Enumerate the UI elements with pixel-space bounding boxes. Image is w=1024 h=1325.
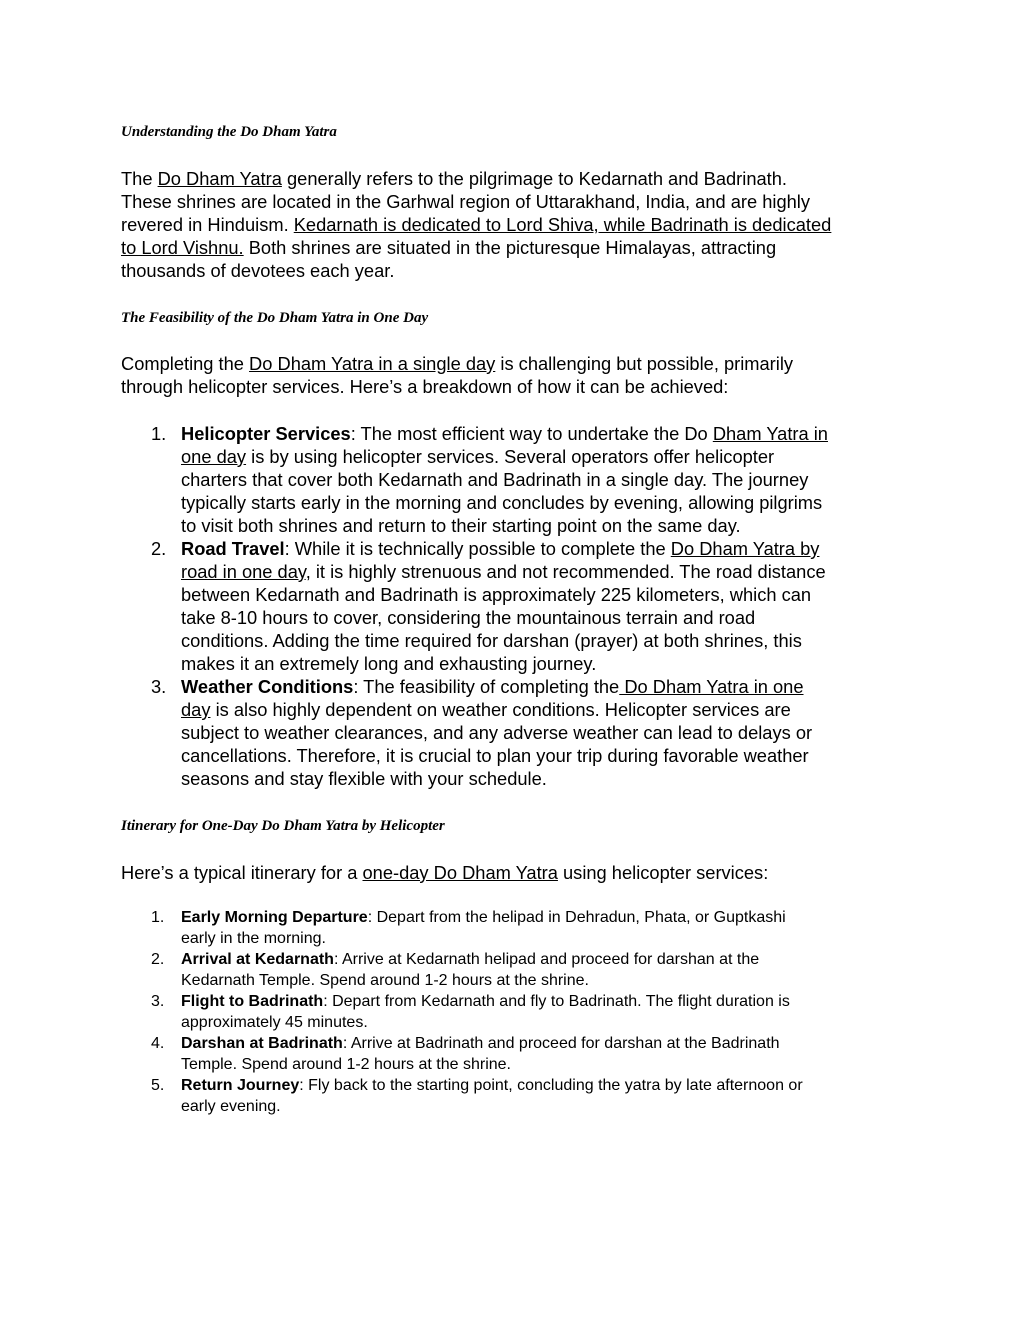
list-item-title: Early Morning Departure bbox=[181, 909, 368, 926]
shiva-vishnu-link[interactable]: Kedarnath is dedicated to Lord Shiva, while Badrinath is dedicated bbox=[293, 214, 832, 235]
list-line: early evening. bbox=[181, 1098, 281, 1115]
list-item bbox=[121, 1033, 803, 1075]
list-line: cancellations. Therefore, it is crucial to plan your trip during favorable weather bbox=[181, 745, 809, 766]
list-number: 1. bbox=[151, 423, 167, 444]
text-run: , it is highly strenuous and not recommended. The road distance bbox=[305, 561, 826, 582]
list-number: 2. bbox=[151, 951, 165, 968]
list-line: Kedarnath Temple. Spend around 1-2 hours at the shrine. bbox=[181, 972, 589, 989]
paragraph-line: thousands of devotees each year. bbox=[121, 260, 395, 281]
text-run: : The feasibility of completing the bbox=[353, 676, 620, 697]
list-line: charters that cover both Kedarnath and Badrinath in a single day. The journey bbox=[181, 469, 809, 490]
text-run: : Fly back to the starting point, concluding the yatra by late afternoon or bbox=[299, 1077, 803, 1094]
list-item-title: Arrival at Kedarnath bbox=[181, 951, 334, 968]
text-run: : Arrive at Badrinath and proceed for darshan at the Badrinath bbox=[342, 1035, 780, 1052]
text-run: Both shrines are situated in the picturesque Himalayas, attracting bbox=[243, 237, 777, 258]
paragraph-line: These shrines are located in the Garhwal region of Uttarakhand, India, and are highly bbox=[121, 191, 811, 212]
text-run: : While it is technically possible to complete the bbox=[284, 538, 671, 559]
list-line bbox=[181, 537, 828, 560]
yatra-in-one-day-link[interactable]: Do Dham Yatra in one bbox=[619, 676, 804, 697]
list-number: 1. bbox=[151, 909, 165, 926]
text-run: is also highly dependent on weather conditions. Helicopter services are bbox=[210, 699, 791, 720]
list-item-title: Weather Conditions bbox=[181, 676, 354, 697]
list-number: 3. bbox=[151, 993, 165, 1010]
one-day-do-dham-yatra-link[interactable]: one-day Do Dham Yatra bbox=[362, 862, 558, 883]
dham-yatra-one-day-link[interactable]: Dham Yatra in bbox=[712, 423, 828, 444]
list-line: early in the morning. bbox=[181, 930, 326, 947]
text-run: The bbox=[121, 168, 158, 189]
section-heading-itinerary: Itinerary for One-Day Do Dham Yatra by Helicopter bbox=[121, 818, 445, 834]
do-dham-yatra-link[interactable]: Do Dham Yatra bbox=[157, 168, 282, 189]
list-item bbox=[121, 537, 828, 675]
text-run: is challenging but possible, primarily bbox=[495, 353, 794, 374]
paragraph-line: through helicopter services. Here’s a breakdown of how it can be achieved: bbox=[121, 376, 729, 397]
text-run: is by using helicopter services. Several operators offer helicopter bbox=[246, 446, 775, 467]
list-item-title: Return Journey bbox=[181, 1077, 300, 1094]
text-run: : Depart from the helipad in Dehradun, Phata, or Guptkashi bbox=[367, 909, 786, 926]
list-line: take 8-10 hours to cover, considering the mountainous terrain and road bbox=[181, 607, 756, 628]
list-line: makes it an extremely long and exhausting journey. bbox=[181, 653, 597, 674]
list-item bbox=[121, 675, 828, 790]
list-line: subject to weather clearances, and any adverse weather can lead to delays or bbox=[181, 722, 813, 743]
section-heading-understanding: Understanding the Do Dham Yatra bbox=[121, 124, 337, 140]
list-line: conditions. Adding the time required for darshan (prayer) at both shrines, this bbox=[181, 630, 802, 651]
list-line bbox=[181, 907, 803, 928]
feasibility-paragraph bbox=[121, 352, 911, 398]
list-item bbox=[121, 991, 803, 1033]
text-run: generally refers to the pilgrimage to Kedarnath and Badrinath. bbox=[281, 168, 787, 189]
list-item-title: Flight to Badrinath bbox=[181, 993, 324, 1010]
text-run: Completing the bbox=[121, 353, 250, 374]
text-run: : Arrive at Kedarnath helipad and proceed for darshan at the bbox=[333, 951, 760, 968]
road-in-one-day-link[interactable]: Do Dham Yatra by bbox=[670, 538, 820, 559]
single-day-link[interactable]: Do Dham Yatra in a single day bbox=[249, 353, 496, 374]
list-line bbox=[181, 949, 803, 970]
list-number: 3. bbox=[151, 676, 167, 697]
list-line: between Kedarnath and Badrinath is approximately 225 kilometers, which can bbox=[181, 584, 812, 605]
list-line: typically starts early in the morning and concludes by evening, allowing pilgrims bbox=[181, 492, 823, 513]
list-line bbox=[181, 1033, 803, 1054]
list-number: 4. bbox=[151, 1035, 165, 1052]
paragraph-line bbox=[121, 167, 911, 190]
list-line bbox=[181, 991, 803, 1012]
text-run: Here’s a typical itinerary for a bbox=[121, 862, 363, 883]
itinerary-list bbox=[121, 907, 803, 1117]
shiva-vishnu-link-continued[interactable]: to Lord Vishnu. bbox=[121, 237, 244, 258]
dham-yatra-one-day-link-continued[interactable]: one day bbox=[181, 446, 247, 467]
road-in-one-day-link-continued[interactable]: road in one day bbox=[181, 561, 306, 582]
list-line: to visit both shrines and return to their starting point on the same day. bbox=[181, 515, 741, 536]
list-item bbox=[121, 907, 803, 949]
list-line bbox=[181, 422, 828, 445]
list-item bbox=[121, 949, 803, 991]
list-line bbox=[181, 560, 828, 583]
section-heading-feasibility: The Feasibility of the Do Dham Yatra in One Day bbox=[121, 310, 429, 326]
list-line bbox=[181, 698, 828, 721]
paragraph-line bbox=[121, 861, 911, 884]
list-line bbox=[181, 445, 828, 468]
list-number: 2. bbox=[151, 538, 167, 559]
list-item bbox=[121, 422, 828, 537]
list-item bbox=[121, 1075, 803, 1117]
itinerary-paragraph bbox=[121, 861, 911, 884]
text-run: : Depart from Kedarnath and fly to Badrinath. The flight duration is bbox=[323, 993, 790, 1010]
list-item-title: Road Travel bbox=[181, 538, 285, 559]
list-line bbox=[181, 675, 828, 698]
text-run: revered in Hinduism. bbox=[121, 214, 294, 235]
list-line: approximately 45 minutes. bbox=[181, 1014, 368, 1031]
list-line: Temple. Spend around 1-2 hours at the shrine. bbox=[181, 1056, 511, 1073]
list-line: seasons and stay flexible with your schedule. bbox=[181, 768, 547, 789]
paragraph-line bbox=[121, 236, 911, 259]
list-number: 5. bbox=[151, 1077, 165, 1094]
paragraph-line bbox=[121, 213, 911, 236]
text-run: : The most efficient way to undertake the Do bbox=[350, 423, 713, 444]
list-line bbox=[181, 1075, 803, 1096]
intro-paragraph bbox=[121, 167, 911, 282]
paragraph-line bbox=[121, 352, 911, 375]
list-item-title: Darshan at Badrinath bbox=[181, 1035, 343, 1052]
list-item-title: Helicopter Services bbox=[181, 423, 351, 444]
feasibility-list bbox=[121, 422, 828, 790]
yatra-in-one-day-link-continued[interactable]: day bbox=[181, 699, 211, 720]
text-run: using helicopter services: bbox=[557, 862, 769, 883]
